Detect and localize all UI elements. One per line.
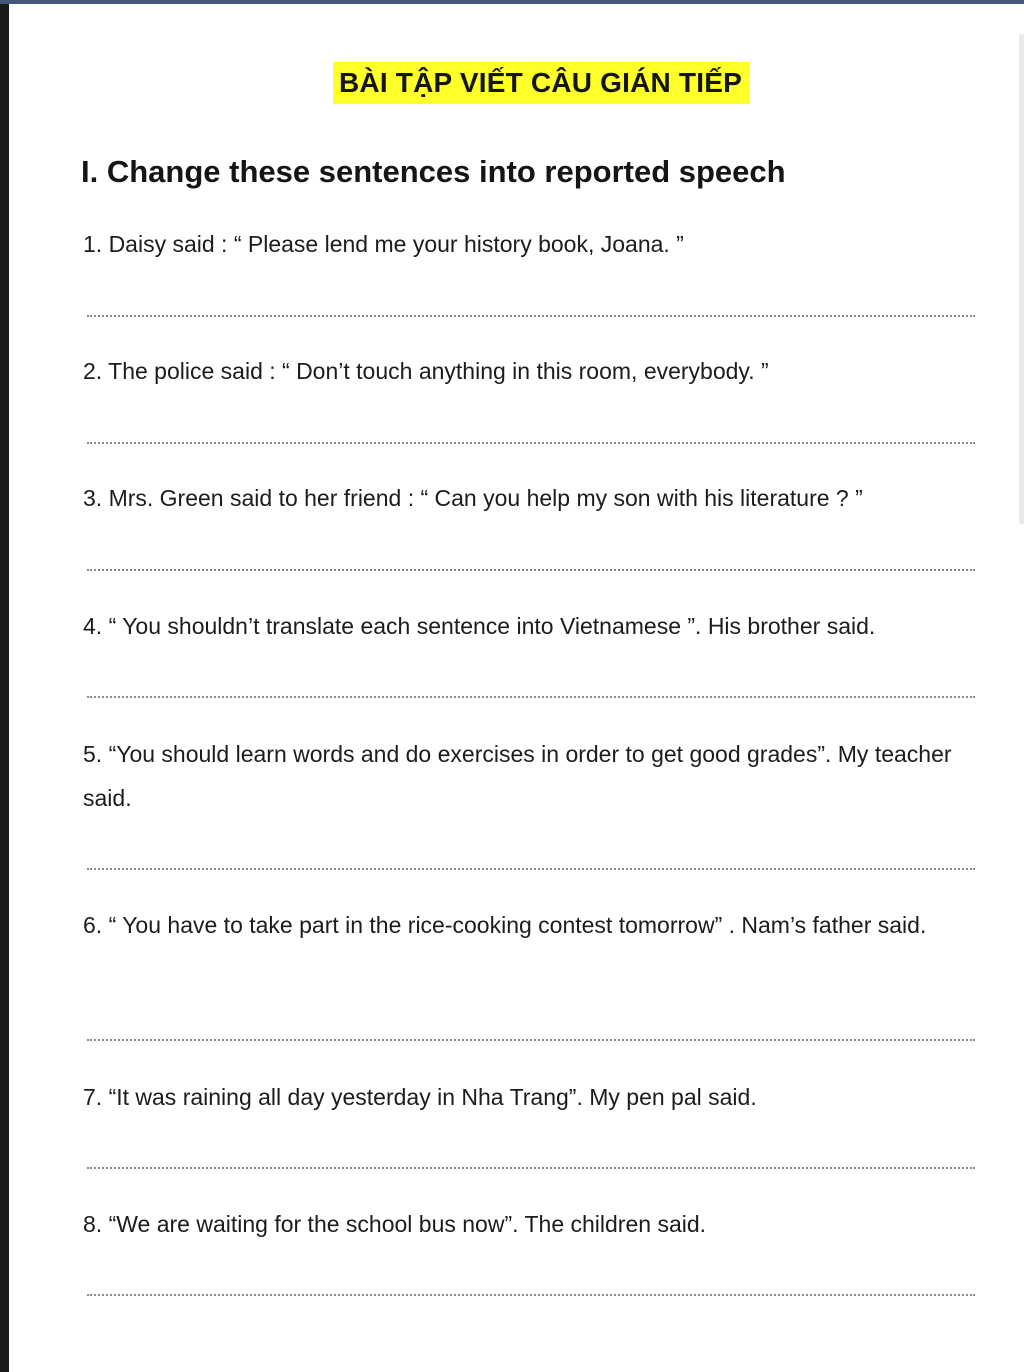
answer-line-4	[87, 696, 975, 698]
section-heading: I. Change these sentences into reported speech	[81, 154, 786, 189]
answer-line-2	[87, 442, 975, 444]
answer-line-7	[87, 1167, 975, 1169]
question-5: 5. “You should learn words and do exercises in order to get good grades”. My teacher said.	[83, 741, 952, 811]
question-8: 8. “We are waiting for the school bus now”. The children said.	[83, 1211, 707, 1237]
answer-line-6	[87, 1039, 975, 1041]
worksheet-title: BÀI TẬP VIẾT CÂU GIÁN TIẾP	[333, 62, 750, 104]
scrollbar-thumb[interactable]	[1019, 34, 1024, 524]
question-3: 3. Mrs. Green said to her friend : “ Can you help my son with his literature ? ”	[83, 485, 863, 511]
answer-line-1	[87, 315, 975, 317]
answer-line-5	[87, 868, 975, 870]
answer-line-8	[87, 1294, 975, 1296]
question-1: 1. Daisy said : “ Please lend me your history book, Joana. ”	[83, 231, 684, 257]
question-6: 6. “ You have to take part in the rice-cooking contest tomorrow” . Nam’s father said.	[83, 912, 927, 938]
question-4: 4. “ You shouldn’t translate each sentence into Vietnamese ”. His brother said.	[83, 613, 876, 639]
question-7: 7. “It was raining all day yesterday in Nha Trang”. My pen pal said.	[83, 1084, 757, 1110]
worksheet-page	[9, 4, 1024, 1372]
question-2: 2. The police said : “ Don’t touch anything in this room, everybody. ”	[83, 358, 769, 384]
answer-line-3	[87, 569, 975, 571]
